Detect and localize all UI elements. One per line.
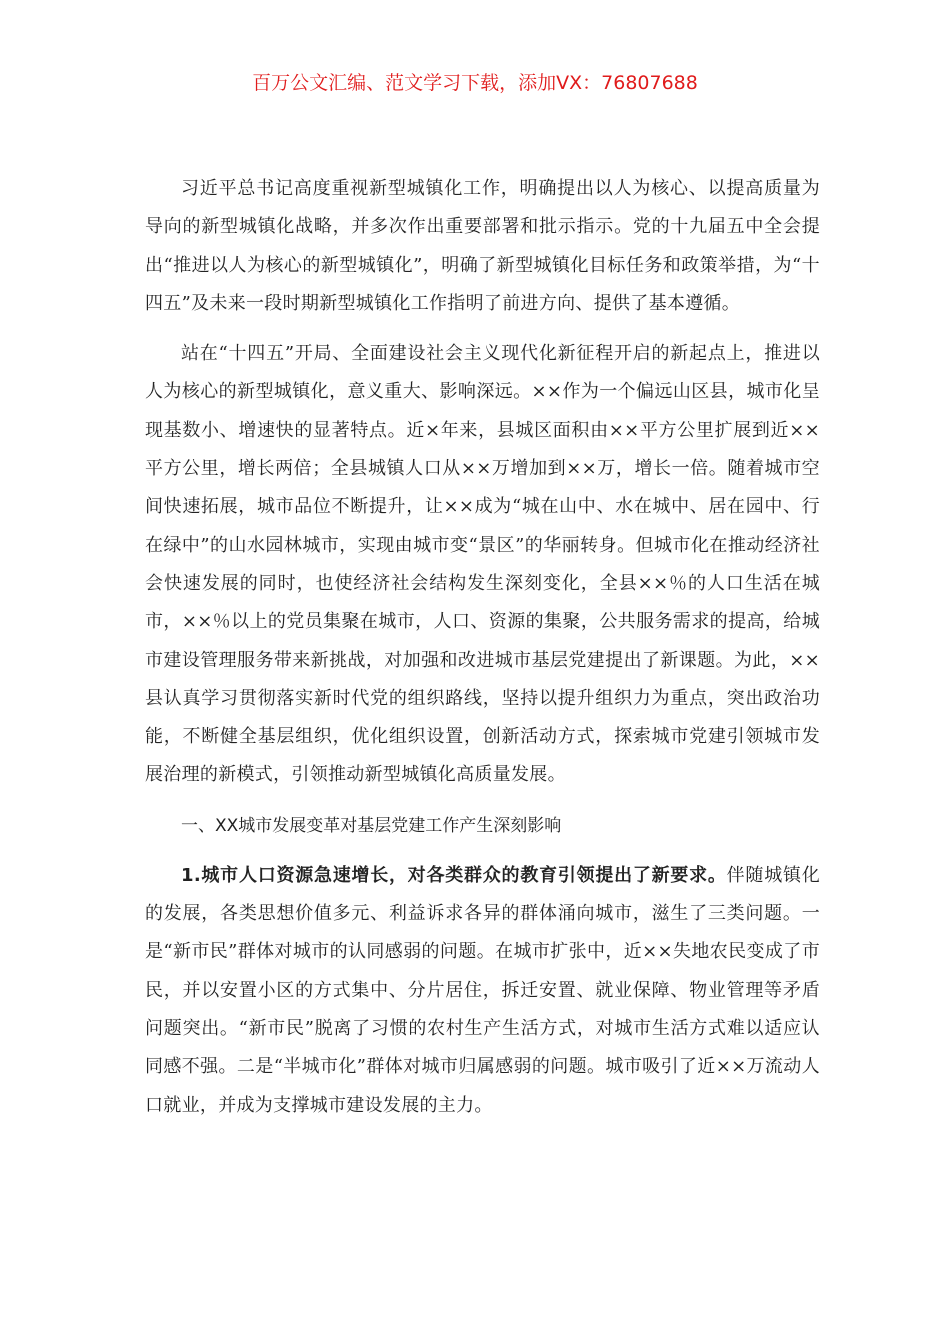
subsection-title: 1.城市人口资源急速增长，对各类群众的教育引领提出了新要求。 <box>181 864 727 886</box>
watermark-banner: 百万公文汇编、范文学习下载，添加VX：76807688 <box>252 72 698 94</box>
section-heading: 一、XX城市发展变革对基层党建工作产生深刻影响 <box>181 815 562 836</box>
document-body <box>145 170 820 1125</box>
paragraph-background: 站在“十四五”开局、全面建设社会主义现代化新征程开启的新起点上，推进以人为核心的新型城镇化，意义重大、影响深远。××作为一个偏远山区县，城市化呈现基数小、增速快的显著特点。近×年来，县城区面积由××平方公里扩展到近××平方公里，增长两倍；全县城镇人口从××万增加到××万，增长一倍。随着城市空间快速拓展，城市品位不断提升，让××成为“城在山中、水在城中、居在园中、行在绿中”的山水园林城市，实现由城市变“景区”的华丽转身。但城市化在推动经济社会快速发展的同时，也使经济社会结构发生深刻变化，全县××％的人口生活在城市，××％以上的党员集聚在城市，人口、资源的集聚，公共服务需求的提高，给城市建设管理服务带来新挑战，对加强和改进城市基层党建提出了新课题。为此，××县认真学习贯彻落实新时代党的组织路线，坚持以提升组织力为重点，突出政治功能，不断健全基层组织，优化组织设置，创新活动方式，探索城市党建引领城市发展治理的新模式，引领推动新型城镇化高质量发展。 <box>145 343 820 786</box>
paragraph-intro: 习近平总书记高度重视新型城镇化工作，明确提出以人为核心、以提高质量为导向的新型城镇化战略，并多次作出重要部署和批示指示。党的十九届五中全会提出“推进以人为核心的新型城镇化”，明确了新型城镇化目标任务和政策举措，为“十四五”及未来一段时期新型城镇化工作指明了前进方向、提供了基本遵循。 <box>145 178 820 314</box>
subsection-paragraph <box>145 857 820 1125</box>
subsection-body: 伴随城镇化的发展，各类思想价值多元、利益诉求各异的群体涌向城市，滋生了三类问题。一是“新市民”群体对城市的认同感弱的问题。在城市扩张中，近××失地农民变成了市民，并以安置小区的方式集中、分片居住，拆迁安置、就业保障、物业管理等矛盾问题突出。“新市民”脱离了习惯的农村生产生活方式，对城市生活方式难以适应认同感不强。二是“半城市化”群体对城市归属感弱的问题。城市吸引了近××万流动人口就业，并成为支撑城市建设发展的主力。 <box>145 864 821 1116</box>
